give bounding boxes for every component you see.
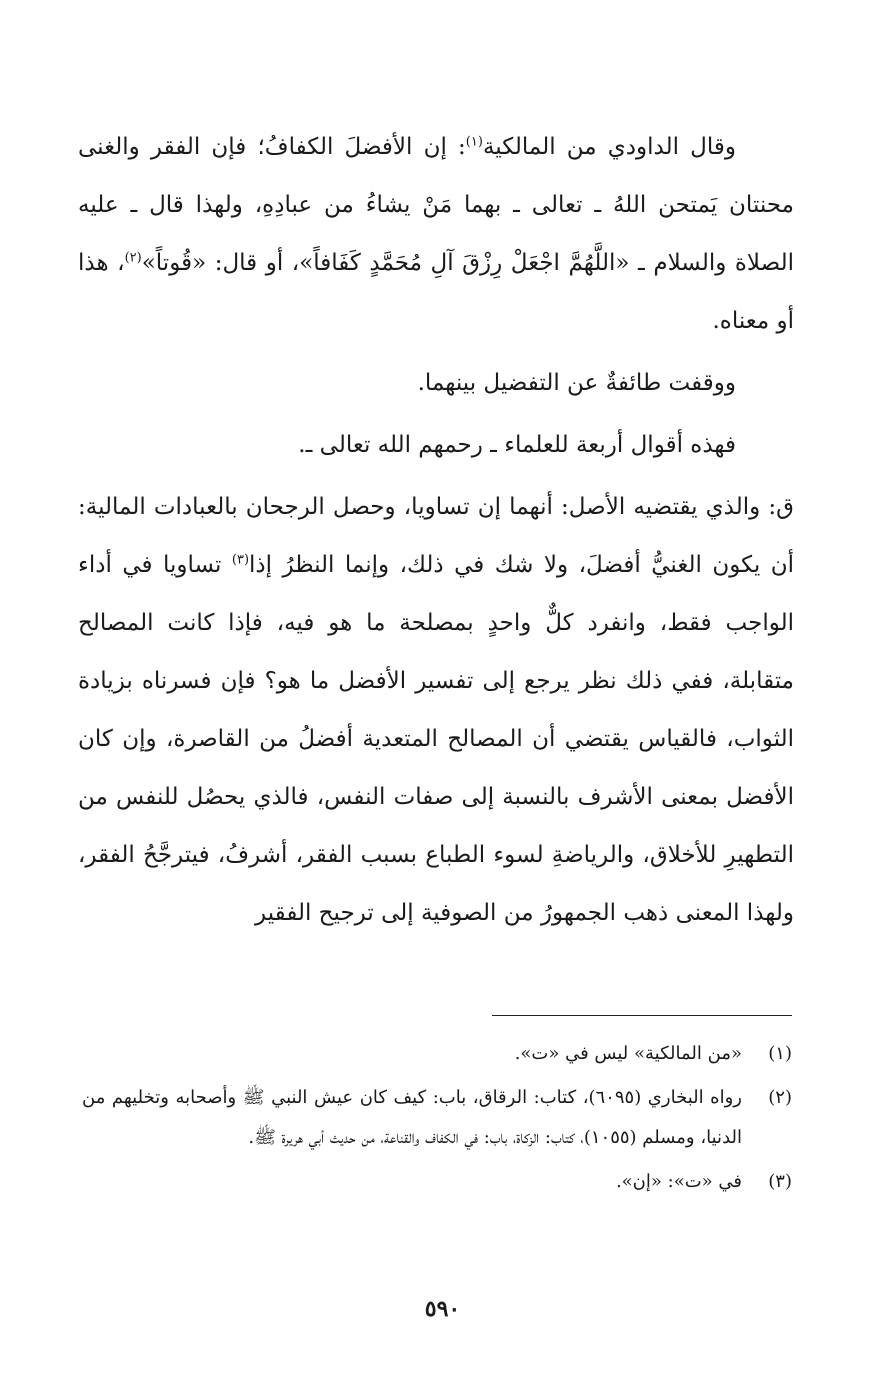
paragraph-1-part-c: ، هذا أو معناه. bbox=[78, 250, 794, 334]
paragraph-4-part-b: تساويا في أداء الواجب فقط، وانفرد كلٌّ واحدٍ بمصلحة ما هو فيه، فإذا كانت المصالح متقابلة، ففي ذلك نظر يرجع إلى تفسير الأفضل ما هو؟ فإن فسرناه بزيادة الثواب، فالقياس يقتضي أن المصالح المتعدية أفضلُ من القاصرة، وإن كان الأفضل بمعنى الأشرف بالنسبة إلى صفات النفس، فالذي يحصُل للنفس من التطهيرِ للأخلاق، والرياضةِ لسوء الطباع بسبب الفقر، أشرفُ، فيترجَّحُ الفقر، ولهذا المعنى ذهب الجمهورُ من الصوفية إلى ترجيح الفقير bbox=[78, 552, 794, 926]
footnote-3-text: في «ت»: «إن». bbox=[615, 1171, 742, 1192]
footnote-1-text: «من المالكية» ليس في «ت». bbox=[514, 1043, 742, 1064]
footnote-ref-2: (٢) bbox=[124, 250, 142, 266]
paragraph-1-part-a: وقال الداودي من المالكية bbox=[482, 134, 736, 160]
footnote-2 bbox=[82, 1078, 792, 1158]
footnote-2-number: (٢) bbox=[768, 1087, 792, 1108]
page-number: ٥٩٠ bbox=[424, 1296, 461, 1322]
footnote-2-text: رواه البخاري (٦٠٩٥)، كتاب: الرقاق، باب: كيف كان عيش النبي ﷺ وأصحابه وتخليهم من الدنيا، ومسلم (١٠٥٥)، كتاب: الزكاة، باب: في الكفاف والقناعة، من حديث أبي هريرة ﷺ. bbox=[82, 1087, 742, 1148]
footnote-1 bbox=[82, 1034, 792, 1074]
paragraph-1-part-b: : إن الأفضلَ الكفافُ؛ فإن الفقر والغنى محنتان يَمتحن اللهُ ـ تعالى ـ بهما مَنْ يشاءُ من عبادِهِ، ولهذا قال ـ عليه الصلاة والسلام ـ «اللَّهُمَّ اجْعَلْ رِزْقَ آلِ مُحَمَّدٍ كَفَافاً»، أو قال: «قُوتاً» bbox=[78, 134, 794, 276]
paragraph-4-part-a: ق: والذي يقتضيه الأصل: أنهما إن تساويا، وحصل الرجحان بالعبادات المالية: أن يكون الغنيُّ أفضلَ، ولا شك في ذلك، وإنما النظرُ إذا bbox=[78, 494, 794, 578]
footnote-3-number: (٣) bbox=[768, 1171, 792, 1192]
footnote-divider bbox=[492, 1015, 792, 1016]
paragraph-3: فهذه أقوال أربعة للعلماء ـ رحمهم الله تعالى ـ. bbox=[298, 432, 736, 458]
footnote-ref-1: (١) bbox=[465, 134, 483, 150]
footnotes bbox=[82, 1034, 792, 1206]
paragraph-4 bbox=[78, 478, 794, 942]
paragraph-1 bbox=[78, 118, 794, 350]
footnote-3 bbox=[82, 1162, 792, 1202]
paragraph-2: ووقفت طائفةٌ عن التفضيل بينهما. bbox=[417, 370, 736, 396]
footnote-ref-3: (٣) bbox=[231, 552, 250, 568]
footnote-1-number: (١) bbox=[768, 1043, 792, 1064]
main-text bbox=[78, 118, 794, 942]
